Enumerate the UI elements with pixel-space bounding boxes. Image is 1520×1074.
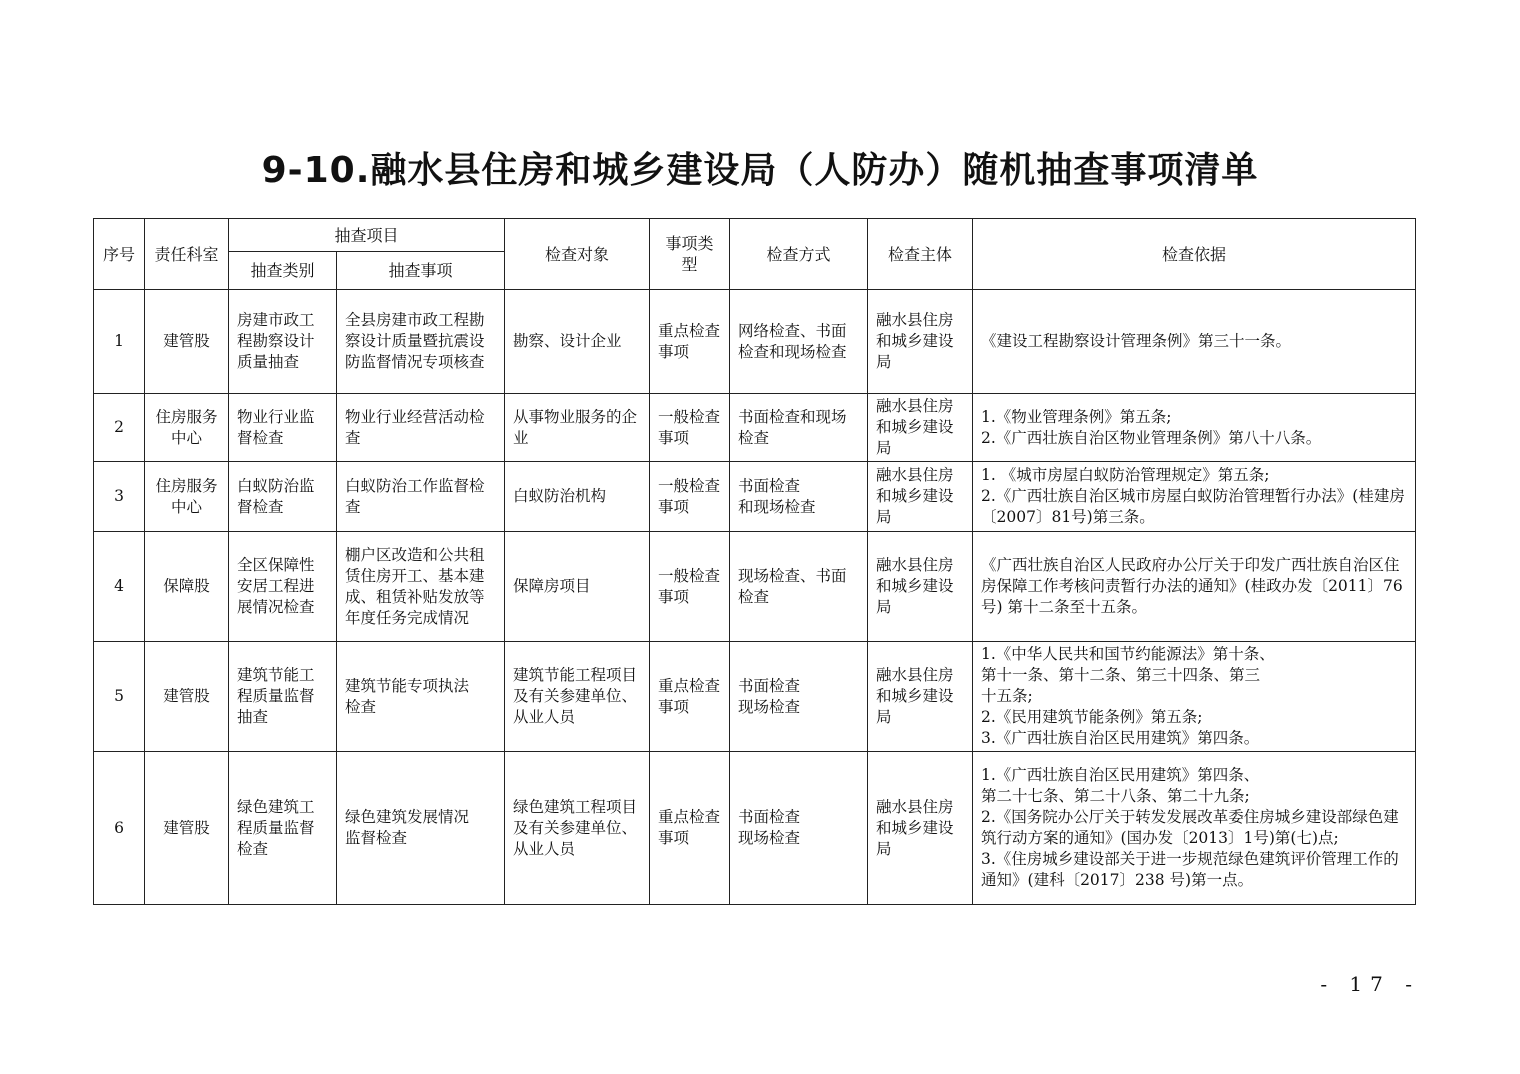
cell-method: 书面检查 现场检查 (730, 752, 868, 905)
page-number: - 17 - (1320, 972, 1420, 996)
cell-type: 一般检查事项 (650, 462, 730, 532)
cell-category: 绿色建筑工程质量监督检查 (229, 752, 337, 905)
cell-basis: 1.《广西壮族自治区民用建筑》第四条、 第二十七条、第二十八条、第二十九条; 2.《国务院办公厅关于转发发展改革委住房城乡建设部绿色建筑行动方案的通知》(国办发〔2013〕1号)第(七)点; 3.《住房城乡建设部关于进一步规范绿色建筑评价管理工作的通知》(建科〔2017〕238 号)第一点。 (973, 752, 1416, 905)
cell-no: 2 (94, 394, 145, 462)
cell-no: 5 (94, 642, 145, 752)
cell-method: 网络检查、书面检查和现场检查 (730, 290, 868, 394)
header-category: 抽查类别 (229, 252, 337, 290)
cell-item: 绿色建筑发展情况 监督检查 (337, 752, 505, 905)
cell-type: 一般检查事项 (650, 532, 730, 642)
cell-category: 建筑节能工程质量监督抽查 (229, 642, 337, 752)
cell-subject: 融水县住房和城乡建设局 (868, 752, 973, 905)
cell-category: 全区保障性安居工程进展情况检查 (229, 532, 337, 642)
table-row (94, 290, 1416, 394)
cell-dept: 住房服务中心 (145, 394, 229, 462)
cell-basis: 1.《中华人民共和国节约能源法》第十条、 第十一条、第十二条、第三十四条、第三 十五条; 2.《民用建筑节能条例》第五条; 3.《广西壮族自治区民用建筑》第四条。 (973, 642, 1416, 752)
header-basis: 检查依据 (973, 219, 1416, 290)
cell-category: 白蚁防治监督检查 (229, 462, 337, 532)
header-no: 序号 (94, 219, 145, 290)
cell-object: 绿色建筑工程项目及有关参建单位、从业人员 (505, 752, 650, 905)
cell-dept: 建管股 (145, 642, 229, 752)
table-row (94, 532, 1416, 642)
header-dept: 责任科室 (145, 219, 229, 290)
cell-subject: 融水县住房和城乡建设局 (868, 532, 973, 642)
cell-subject: 融水县住房和城乡建设局 (868, 394, 973, 462)
cell-item: 棚户区改造和公共租赁住房开工、基本建成、租赁补贴发放等年度任务完成情况 (337, 532, 505, 642)
cell-no: 4 (94, 532, 145, 642)
header-type: 事项类型 (650, 219, 730, 290)
table-row (94, 394, 1416, 462)
cell-type: 重点检查 事项 (650, 752, 730, 905)
cell-basis: 《广西壮族自治区人民政府办公厅关于印发广西壮族自治区住房保障工作考核问责暂行办法的通知》(桂政办发〔2011〕76号) 第十二条至十五条。 (973, 532, 1416, 642)
header-item: 抽查事项 (337, 252, 505, 290)
cell-object: 建筑节能工程项目及有关参建单位、从业人员 (505, 642, 650, 752)
table-row (94, 462, 1416, 532)
cell-item: 建筑节能专项执法 检查 (337, 642, 505, 752)
cell-basis: 《建设工程勘察设计管理条例》第三十一条。 (973, 290, 1416, 394)
cell-no: 1 (94, 290, 145, 394)
table-row (94, 642, 1416, 752)
cell-item: 全县房建市政工程勘察设计质量暨抗震设防监督情况专项核查 (337, 290, 505, 394)
page-title: 9-10.融水县住房和城乡建设局（人防办）随机抽查事项清单 (261, 150, 1259, 191)
cell-object: 从事物业服务的企业 (505, 394, 650, 462)
cell-dept: 保障股 (145, 532, 229, 642)
cell-object: 勘察、设计企业 (505, 290, 650, 394)
cell-method: 现场检查、书面检查 (730, 532, 868, 642)
inspection-table (93, 218, 1416, 905)
cell-type: 重点检查事项 (650, 290, 730, 394)
cell-basis: 1. 《城市房屋白蚁防治管理规定》第五条; 2.《广西壮族自治区城市房屋白蚁防治管理暂行办法》(桂建房〔2007〕81号)第三条。 (973, 462, 1416, 532)
cell-dept: 建管股 (145, 290, 229, 394)
header-object: 检查对象 (505, 219, 650, 290)
table-row (94, 752, 1416, 905)
cell-subject: 融水县住房和城乡建设局 (868, 642, 973, 752)
cell-item: 物业行业经营活动检查 (337, 394, 505, 462)
cell-method: 书面检查 现场检查 (730, 642, 868, 752)
cell-no: 3 (94, 462, 145, 532)
cell-method: 书面检查 和现场检查 (730, 462, 868, 532)
header-subject: 检查主体 (868, 219, 973, 290)
cell-object: 保障房项目 (505, 532, 650, 642)
header-method: 检查方式 (730, 219, 868, 290)
cell-dept: 住房服务中心 (145, 462, 229, 532)
cell-method: 书面检查和现场检查 (730, 394, 868, 462)
cell-no: 6 (94, 752, 145, 905)
cell-category: 房建市政工程勘察设计质量抽查 (229, 290, 337, 394)
cell-type: 一般检查事项 (650, 394, 730, 462)
cell-type: 重点检查 事项 (650, 642, 730, 752)
cell-subject: 融水县住房和城乡建设局 (868, 290, 973, 394)
cell-item: 白蚁防治工作监督检查 (337, 462, 505, 532)
cell-dept: 建管股 (145, 752, 229, 905)
cell-object: 白蚁防治机构 (505, 462, 650, 532)
cell-basis: 1.《物业管理条例》第五条; 2.《广西壮族自治区物业管理条例》第八十八条。 (973, 394, 1416, 462)
cell-subject: 融水县住房和城乡建设局 (868, 462, 973, 532)
header-project: 抽查项目 (229, 219, 505, 252)
cell-category: 物业行业监督检查 (229, 394, 337, 462)
